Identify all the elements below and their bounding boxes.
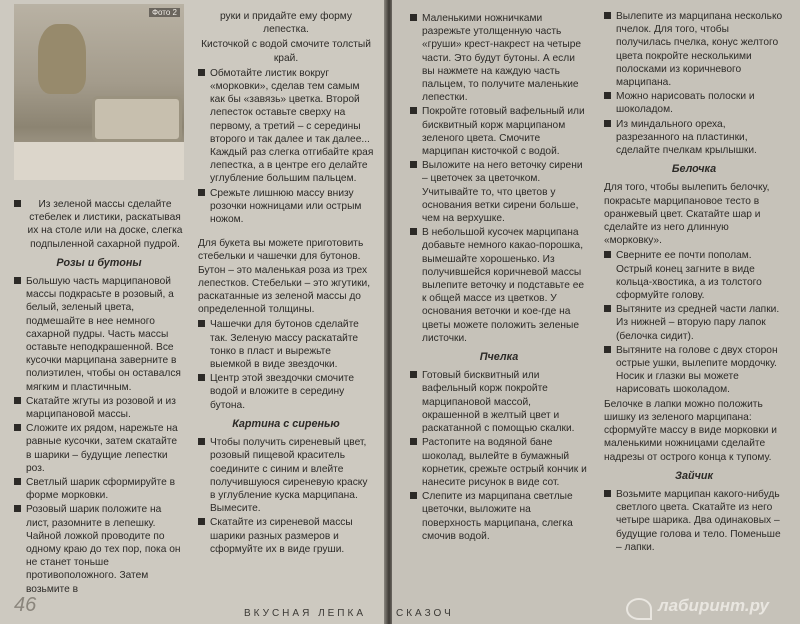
bullet-square-icon — [410, 371, 417, 378]
bullet-item: Сверните ее почти пополам. Острый конец загните в виде кольца-хвостика, а из толстого сформуйте голову. — [604, 249, 784, 302]
bullet-item: Слепите из марципана светлые цветочки, выложите на поверхность марципана, слегка смочив водой. — [410, 490, 588, 543]
bullet-square-icon — [14, 277, 21, 284]
bullet-square-icon — [14, 505, 21, 512]
right-page — [392, 0, 800, 624]
bullet-square-icon — [198, 69, 205, 76]
bullet-square-icon — [604, 92, 611, 99]
bullet-square-icon — [198, 320, 205, 327]
tablecloth-shape — [14, 142, 184, 180]
bullet-square-icon — [604, 120, 611, 127]
bullet-item: Вылепите из марципана несколько пчелок. Для того, чтобы получилась пчелка, конус желтого цвета покройте несколькими полосками из коричневого марципана. — [604, 10, 784, 89]
bullet-item: Чтобы получить сиреневый цвет, розовый пищевой краситель соедините с синим и влейте получившуюся сиреневую краску в углубление куска марципана. Вымесите. — [198, 436, 374, 515]
bullet-square-icon — [604, 490, 611, 497]
section-heading: Пчелка — [479, 351, 519, 364]
bullet-square-icon — [604, 305, 611, 312]
page-number-left: 46 — [14, 594, 37, 616]
bullet-item: Маленькими ножничками разрежьте утолщенную часть «груши» крест-накрест на четыре части. Это будут бутоны. А если вы нажмете на каждую часть пальцем, то получите маленькие лепестки. — [410, 12, 588, 104]
bullet-item: Растопите на водяной бане шоколад, вылейте в бумажный корнетик, срежьте острый кончик и нанесите рисунок в виде сот. — [410, 436, 588, 489]
photo-label: Фото 2 — [149, 8, 180, 17]
bullet-item: Большую часть марципановой массы подкрасьте в розовый, а белый, зеленый цвета, подмешайте в нее немного сахарной пудры. Часть массы оставьте неподкрашенной. Все кусочки марципана заверните в полиэтилен, чтобы он оставался мягким и пластичным. — [14, 275, 184, 394]
right-col-1 — [410, 12, 588, 544]
bullet-item: Обмотайте листик вокруг «морковки», сделав тем самым как бы «завязь» цветка. Второй лепесток оставьте сверху на первому, а третий – с середины второго и так далее и так далее... Каждый раз слегка отгибайте края лепестка, а в центре его делайте углубление большим пальцем. — [198, 67, 374, 186]
section-heading: Розы и бутоны — [56, 256, 142, 269]
bullet-item: Скатайте жгуты из розовой и из марципановой массы. — [14, 395, 184, 421]
bullet-item: Выложите на него веточку сирени – цветочек за цветочком. Учитывайте то, что цветов у основания ветки сирени больше, чем на верхушке. — [410, 159, 588, 225]
samovar-shape — [38, 24, 86, 94]
bullet-square-icon — [410, 492, 417, 499]
left-page — [0, 0, 386, 624]
running-footer-right: СКАЗОЧ — [396, 608, 454, 619]
tray-shape — [92, 96, 182, 142]
bullet-square-icon — [198, 374, 205, 381]
left-col-1 — [14, 198, 184, 597]
section-heading: Картина с сиренью — [232, 417, 340, 430]
bullet-item: Сложите их рядом, нарежьте на равные кусочки, затем скатайте в шарики – будущие лепестки роз. — [14, 422, 184, 475]
bullet-square-icon — [604, 12, 611, 19]
bullet-item: Вытяните из средней части лапки. Из нижней – вторую пару лапок (белочка сидит). — [604, 303, 784, 343]
bullet-square-icon — [410, 107, 417, 114]
left-col-2: руки и придайте ему форму лепестка. Кисточкой с водой смочите толстый край. Обмотайте листик вокруг «морковки», сделав тем самым как бы «завязь» цветка. Второй лепесток оставьте сверху на первому, а третий – с середины второго и так далее и так далее... Каждый раз слегка отгибайте края лепестка, а в центре его делайте углубление большим пальцем. Срежьте лишнюю массу внизу розочки ножницами или острым ножом. Для букета вы можете приготовить стебельки и чашечки для бутонов. Бутон – это маленькая роза из трех лепестков. Стебельки – это жгутики, раскатанные из зеленой массы до определенной толщины. Чашечки для бутонов сделайте так. Зеленую массу раскатайте тонко в пласт и вырежьте выемкой в виде звездочки. Центр этой звездочки смочите водой и вложите в середину бутона. Картина с сиренью Чтобы получить сиреневый цвет, розовый пищевой краситель соедините с синим и влейте получившуюся сиреневую краску в углубление куска марципана. Вымесите. Скатайте из сиреневой массы шарики разных размеров и сформуйте их в виде груши. — [198, 11, 374, 555]
bullet-item: Светлый шарик сформируйте в форме морковки. — [14, 476, 184, 502]
watermark: лабиринт.ру — [658, 596, 769, 615]
bullet-item: Розовый шарик положите на лист, разомните в лепешку. Чайной ложкой проводите по одному краю до тех пор, пока он не станет тоньше противоположного. Затем возьмите в — [14, 503, 184, 595]
paragraph: Белочке в лапки можно положить шишку из зеленого марципана: сформуйте массу в виде морковки и маленькими ножницами сделайте надрезы от острого конца к тупому. — [604, 398, 777, 463]
bullet-item: Покройте готовый вафельный или бисквитный корж марципаном зеленого цвета. Смочите марципан кисточкой с водой. — [410, 105, 588, 158]
bullet-item: Срежьте лишнюю массу внизу розочки ножницами или острым ножом. — [198, 187, 374, 227]
bullet-item: Из зеленой массы сделайте стебелек и листики, раскатывая их на столе или на доске, слегка подпыленной сахарной пудрой. — [14, 198, 184, 251]
bullet-square-icon — [14, 200, 21, 207]
bullet-item: Готовый бисквитный или вафельный корж покройте марципановой массой, окрашенной в желтый цвет и раскатанной с помощью скалки. — [410, 369, 588, 435]
bullet-item: Центр этой звездочки смочите водой и вложите в середину бутона. — [198, 372, 374, 412]
paragraph: Для того, чтобы вылепить белочку, покрасьте марципановое тесто в оранжевый цвет. Скатайте шар и сделайте из него длинную «морковку». — [604, 182, 770, 247]
bullet-square-icon — [604, 346, 611, 353]
bullet-square-icon — [14, 397, 21, 404]
right-col-2 — [604, 10, 784, 555]
bullet-square-icon — [198, 189, 205, 196]
bullet-item: Вытяните на голове с двух сторон острые ушки, вылепите мордочку. Носик и глазки вы можете нарисовать шоколадом. — [604, 344, 784, 397]
bullet-square-icon — [14, 478, 21, 485]
bullet-square-icon — [604, 251, 611, 258]
running-footer-left: ВКУСНАЯ ЛЕПКА — [244, 608, 366, 619]
bullet-item: Чашечки для бутонов сделайте так. Зеленую массу раскатайте тонко в пласт и вырежьте выемкой в виде звездочки. — [198, 318, 374, 371]
bullet-square-icon — [410, 228, 417, 235]
bullet-square-icon — [198, 518, 205, 525]
bullet-square-icon — [410, 438, 417, 445]
photo-samovar-tray — [14, 4, 184, 180]
bullet-item: Можно нарисовать полоски и шоколадом. — [604, 90, 784, 116]
bullet-square-icon — [410, 161, 417, 168]
bullet-square-icon — [14, 424, 21, 431]
section-heading: Белочка — [671, 163, 717, 176]
bullet-item: В небольшой кусочек марципана добавьте немного какао-порошка, вымешайте хорошенько. Из получившейся коричневой массы вылепите веточку и подставьте ее к общей массе из цветков. У основания веточки и кое-где на цветы можете положить зеленые листочки. — [410, 226, 588, 345]
bullet-item: Возьмите марципан какого-нибудь светлого цвета. Скатайте из него четыре шарика. Два одинаковых – будущие голова и тело. Поменьше – лапки. — [604, 488, 784, 554]
bullet-square-icon — [410, 14, 417, 21]
bullet-item: Скатайте из сиреневой массы шарики разных размеров и сформуйте их в виде груши. — [198, 516, 374, 556]
labirint-logo-icon — [626, 598, 652, 620]
bullet-square-icon — [198, 438, 205, 445]
section-heading: Зайчик — [675, 469, 713, 482]
bullet-item: Из миндального ореха, разрезанного на пластинки, сделайте пчелкам крылышки. — [604, 118, 784, 158]
paragraph: Для букета вы можете приготовить стебельки и чашечки для бутонов. Бутон – это маленькая роза из трех лепестков. Стебельки – это жгутики, раскатанные из зеленой массы до определенной толщины. — [198, 238, 371, 316]
